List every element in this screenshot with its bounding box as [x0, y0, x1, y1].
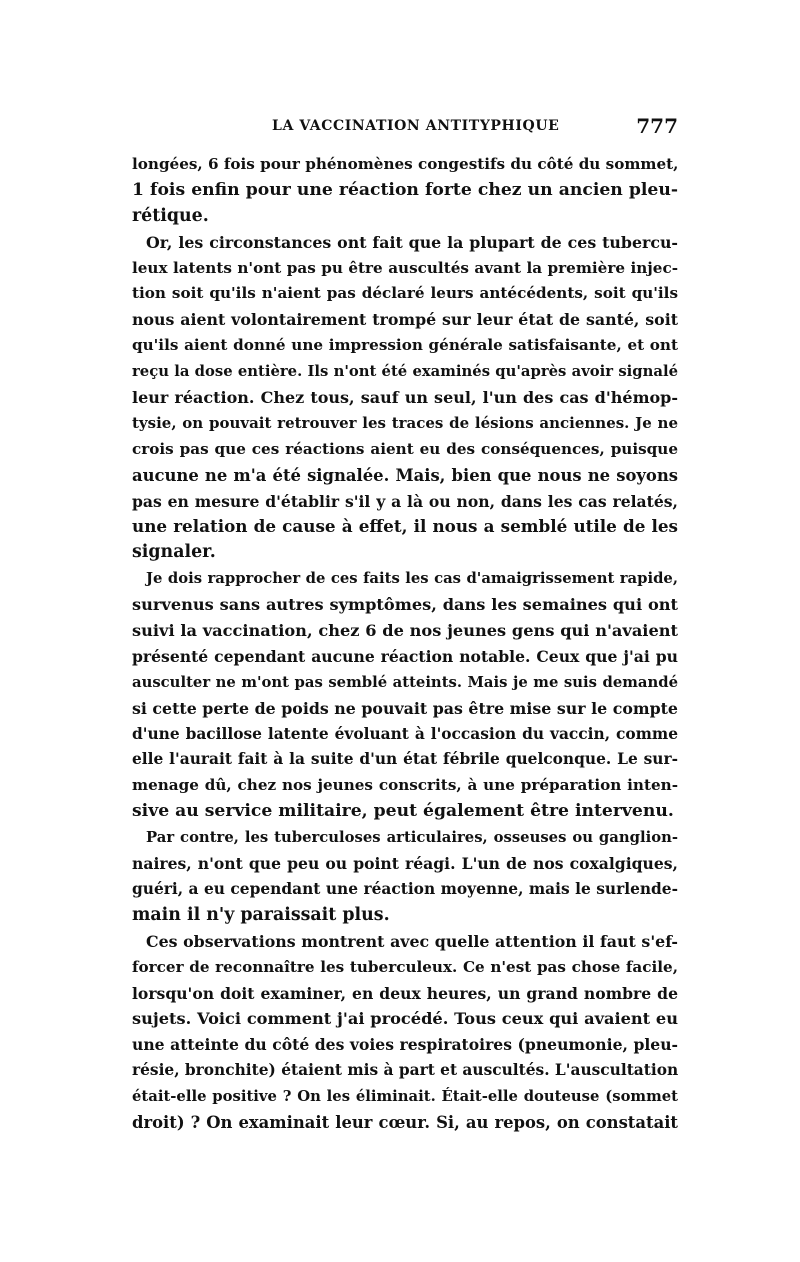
text-line: tion soit qu'ils n'aient pas déclaré leurs antécédents, soit qu'ils — [132, 284, 678, 303]
text-line: forcer de reconnaître les tuberculeux. Ce n'est pas chose facile, — [132, 957, 678, 976]
text-line: rétique. — [132, 205, 209, 226]
text-line: suivi la vaccination, chez 6 de nos jeunes gens qui n'avaient — [132, 621, 678, 641]
text-line: main il n'y paraissait plus. — [132, 904, 390, 925]
text-line: naires, n'ont que peu ou point réagi. L'un de nos coxalgiques, — [132, 854, 678, 874]
paragraph-first-line: Par contre, les tuberculoses articulaires, osseuses ou ganglion- — [146, 829, 678, 847]
text-line: 1 fois enfin pour une réaction forte chez un ancien pleu- — [132, 179, 678, 200]
text-line: sive au service militaire, peut également être intervenu. — [132, 801, 674, 822]
text-line: droit) ? On examinait leur cœur. Si, au repos, on constatait — [132, 1112, 678, 1132]
text-line: était-elle positive ? On les éliminait. Était-elle douteuse (sommet — [132, 1088, 678, 1106]
text-line: aucune ne m'a été signalée. Mais, bien que nous ne soyons — [132, 465, 678, 485]
text-line: leur réaction. Chez tous, sauf un seul, l'un des cas d'hémop- — [132, 388, 678, 408]
text-line: menage dû, chez nos jeunes conscrits, à une préparation inten- — [132, 776, 678, 795]
text-line: survenus sans autres symptômes, dans les semaines qui ont — [132, 595, 678, 615]
page-number: 777 — [636, 114, 678, 138]
text-line: pas en mesure d'établir s'il y a là ou non, dans les cas relatés, — [132, 491, 678, 511]
text-line: crois pas que ces réactions aient eu des conséquences, puisque — [132, 439, 678, 458]
text-line: reçu la dose entière. Ils n'ont été examinés qu'après avoir signalé — [132, 363, 678, 381]
text-line: si cette perte de poids ne pouvait pas être mise sur le compte — [132, 698, 678, 718]
text-line: d'une bacillose latente évoluant à l'occasion du vaccin, comme — [132, 724, 678, 743]
text-line: qu'ils aient donné une impression générale satisfaisante, et ont — [132, 336, 678, 355]
paragraph-first-line: Or, les circonstances ont fait que la plupart de ces tubercu- — [146, 232, 678, 252]
text-line: présenté cependant aucune réaction notable. Ceux que j'ai pu — [132, 646, 678, 666]
text-line: ausculter ne m'ont pas semblé atteints. Mais je me suis demandé — [132, 673, 678, 691]
paragraph-first-line: Je dois rapprocher de ces faits les cas d'amaigrissement rapide, — [146, 570, 678, 588]
text-line: résie, bronchite) étaient mis à part et auscultés. L'auscultation — [132, 1061, 678, 1080]
text-line: nous aient volontairement trompé sur leur état de santé, soit — [132, 310, 678, 330]
body-text — [132, 152, 678, 1136]
text-line: elle l'aurait fait à la suite d'un état fébrile quelconque. Le sur- — [132, 750, 678, 769]
running-head — [132, 114, 678, 142]
text-line: lorsqu'on doit examiner, en deux heures, un grand nombre de — [132, 983, 678, 1003]
text-line: sujets. Voici comment j'ai procédé. Tous ceux qui avaient eu — [132, 1009, 678, 1029]
text-line: leux latents n'ont pas pu être auscultés avant la première injec- — [132, 258, 678, 277]
text-line: guéri, a eu cependant une réaction moyenne, mais le surlende- — [132, 879, 678, 898]
text-line: longées, 6 fois pour phénomènes congestifs du côté du sommet, — [132, 155, 678, 173]
text-line: tysie, on pouvait retrouver les traces de lésions anciennes. Je ne — [132, 413, 678, 432]
text-line: signaler. — [132, 542, 216, 563]
paragraph-first-line: Ces observations montrent avec quelle attention il faut s'ef- — [146, 931, 678, 951]
text-line: une relation de cause à effet, il nous a semblé utile de les — [132, 516, 678, 537]
text-line: une atteinte du côté des voies respiratoires (pneumonie, pleu- — [132, 1035, 678, 1055]
running-title: LA VACCINATION ANTITYPHIQUE — [272, 118, 560, 134]
